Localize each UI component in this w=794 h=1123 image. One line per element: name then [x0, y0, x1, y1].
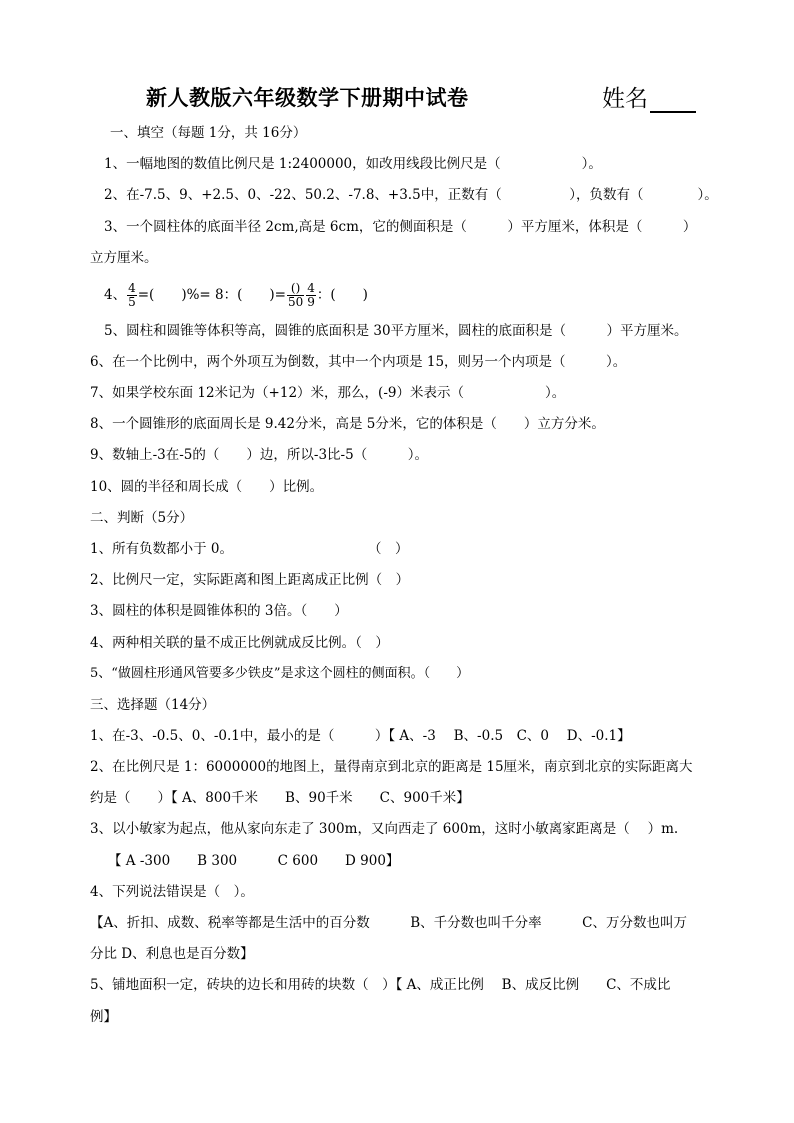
s3-question-4-options: 【A、折扣、成数、税率等都是生活中的百分数 B、千分数也叫千分率 C、万分数也叫万	[90, 915, 687, 931]
fraction-4-9	[306, 282, 316, 309]
s2-question-2: 2、比例尺一定，实际距离和图上距离成正比例（ ）	[90, 572, 410, 588]
s1-question-8: 8、一个圆锥形的底面周长是 9.42分米，高是 5分米，它的体积是（ ）立方分米。	[90, 416, 605, 432]
s2-question-1: 1、所有负数都小于 0。 （ ）	[90, 541, 409, 557]
fraction-denominator: 5	[128, 295, 136, 309]
s1-question-5: 5、圆柱和圆锥等体积等高，圆锥的底面积是 30平方厘米，圆柱的底面积是（ ）平方厘米。	[104, 323, 688, 339]
s1-question-1: 1、一幅地图的数值比例尺是 1:2400000，如改用线段比例尺是（ ）。	[104, 156, 602, 172]
s1-question-10: 10、圆的半径和周长成（ ）比例。	[90, 479, 324, 495]
s1-question-7: 7、如果学校东面 12米记为（+12）米，那么，(-9）米表示（ ）。	[90, 385, 566, 401]
fraction-numerator: ()	[287, 282, 304, 296]
fraction-denominator: 50	[287, 295, 304, 309]
s3-question-5: 5、铺地面积一定，砖块的边长和用砖的块数（ ）【 A、成正比例 B、成反比例 C、不成比	[90, 977, 671, 993]
name-blank-line	[650, 89, 696, 113]
q4-suffix: ：( )	[316, 287, 368, 303]
section-3-heading: 三、选择题（14分）	[90, 697, 216, 713]
s3-question-3-options: 【 A -300 B 300 C 600 D 900】	[108, 853, 400, 869]
s2-question-4: 4、两种相关联的量不成正比例就成反比例。（ ）	[90, 635, 389, 651]
s3-question-2: 2、在比例尺是 1：6000000的地图上，量得南京到北京的距离是 15厘米，南京到北京的实际距离大	[90, 759, 693, 775]
page-title: 新人教版六年级数学下册期中试卷	[146, 85, 469, 110]
q4-middle: =( )%= 8：( )=	[137, 287, 286, 303]
s3-question-4-options-cont: 分比 D、利息也是百分数】	[90, 946, 254, 962]
fraction-numerator: 4	[128, 281, 136, 295]
s1-question-9: 9、数轴上-3在-5的（ ）边，所以-3比-5（ ）。	[90, 447, 428, 463]
name-field	[602, 80, 696, 113]
s1-question-3-cont: 立方厘米。	[90, 250, 158, 266]
section-1-heading: 一、填空（每题 1分，共 16分）	[110, 125, 307, 141]
s3-question-1: 1、在-3、-0.5、0、-0.1中，最小的是（ ）【 A、-3 B、-0.5 C、0 D、-0.1】	[90, 728, 631, 744]
fraction-numerator: 4	[307, 281, 315, 295]
s2-question-3: 3、圆柱的体积是圆锥体积的 3倍。（ ）	[90, 603, 348, 619]
name-label: 姓名	[602, 86, 648, 112]
s1-question-6: 6、在一个比例中，两个外项互为倒数，其中一个内项是 15，则另一个内项是（ ）。	[90, 354, 627, 370]
s3-question-3: 3、以小敏家为起点，他从家向东走了 300m，又向西走了 600m，这时小敏离家距离是（ ）m.	[90, 821, 679, 837]
s2-question-5: 5、“做圆柱形通风管要多少铁皮”是求这个圆柱的侧面积。（ ）	[90, 666, 470, 681]
s1-question-2: 2、在-7.5、9、+2.5、0、-22、50.2、-7.8、+3.5中，正数有（ ），负数有（ ）。	[104, 187, 718, 203]
fraction-blank-50	[287, 282, 304, 309]
section-2-heading: 二、判断（5分）	[90, 510, 194, 526]
s3-question-5-cont: 例】	[90, 1009, 117, 1025]
header	[0, 82, 794, 116]
fraction-denominator: 9	[307, 295, 315, 309]
s1-question-3: 3、一个圆柱体的底面半径 2cm,高是 6cm，它的侧面积是（ ）平方厘米，体积是（ ）	[104, 219, 697, 235]
s3-question-2-cont: 约是（ ）【 A、800千米 B、90千米 C、900千米】	[90, 790, 470, 806]
q4-prefix: 4、	[104, 287, 127, 303]
fraction-4-5	[127, 282, 137, 309]
s3-question-4: 4、下列说法错误是（ ）。	[90, 884, 254, 900]
s1-question-4	[104, 280, 368, 310]
